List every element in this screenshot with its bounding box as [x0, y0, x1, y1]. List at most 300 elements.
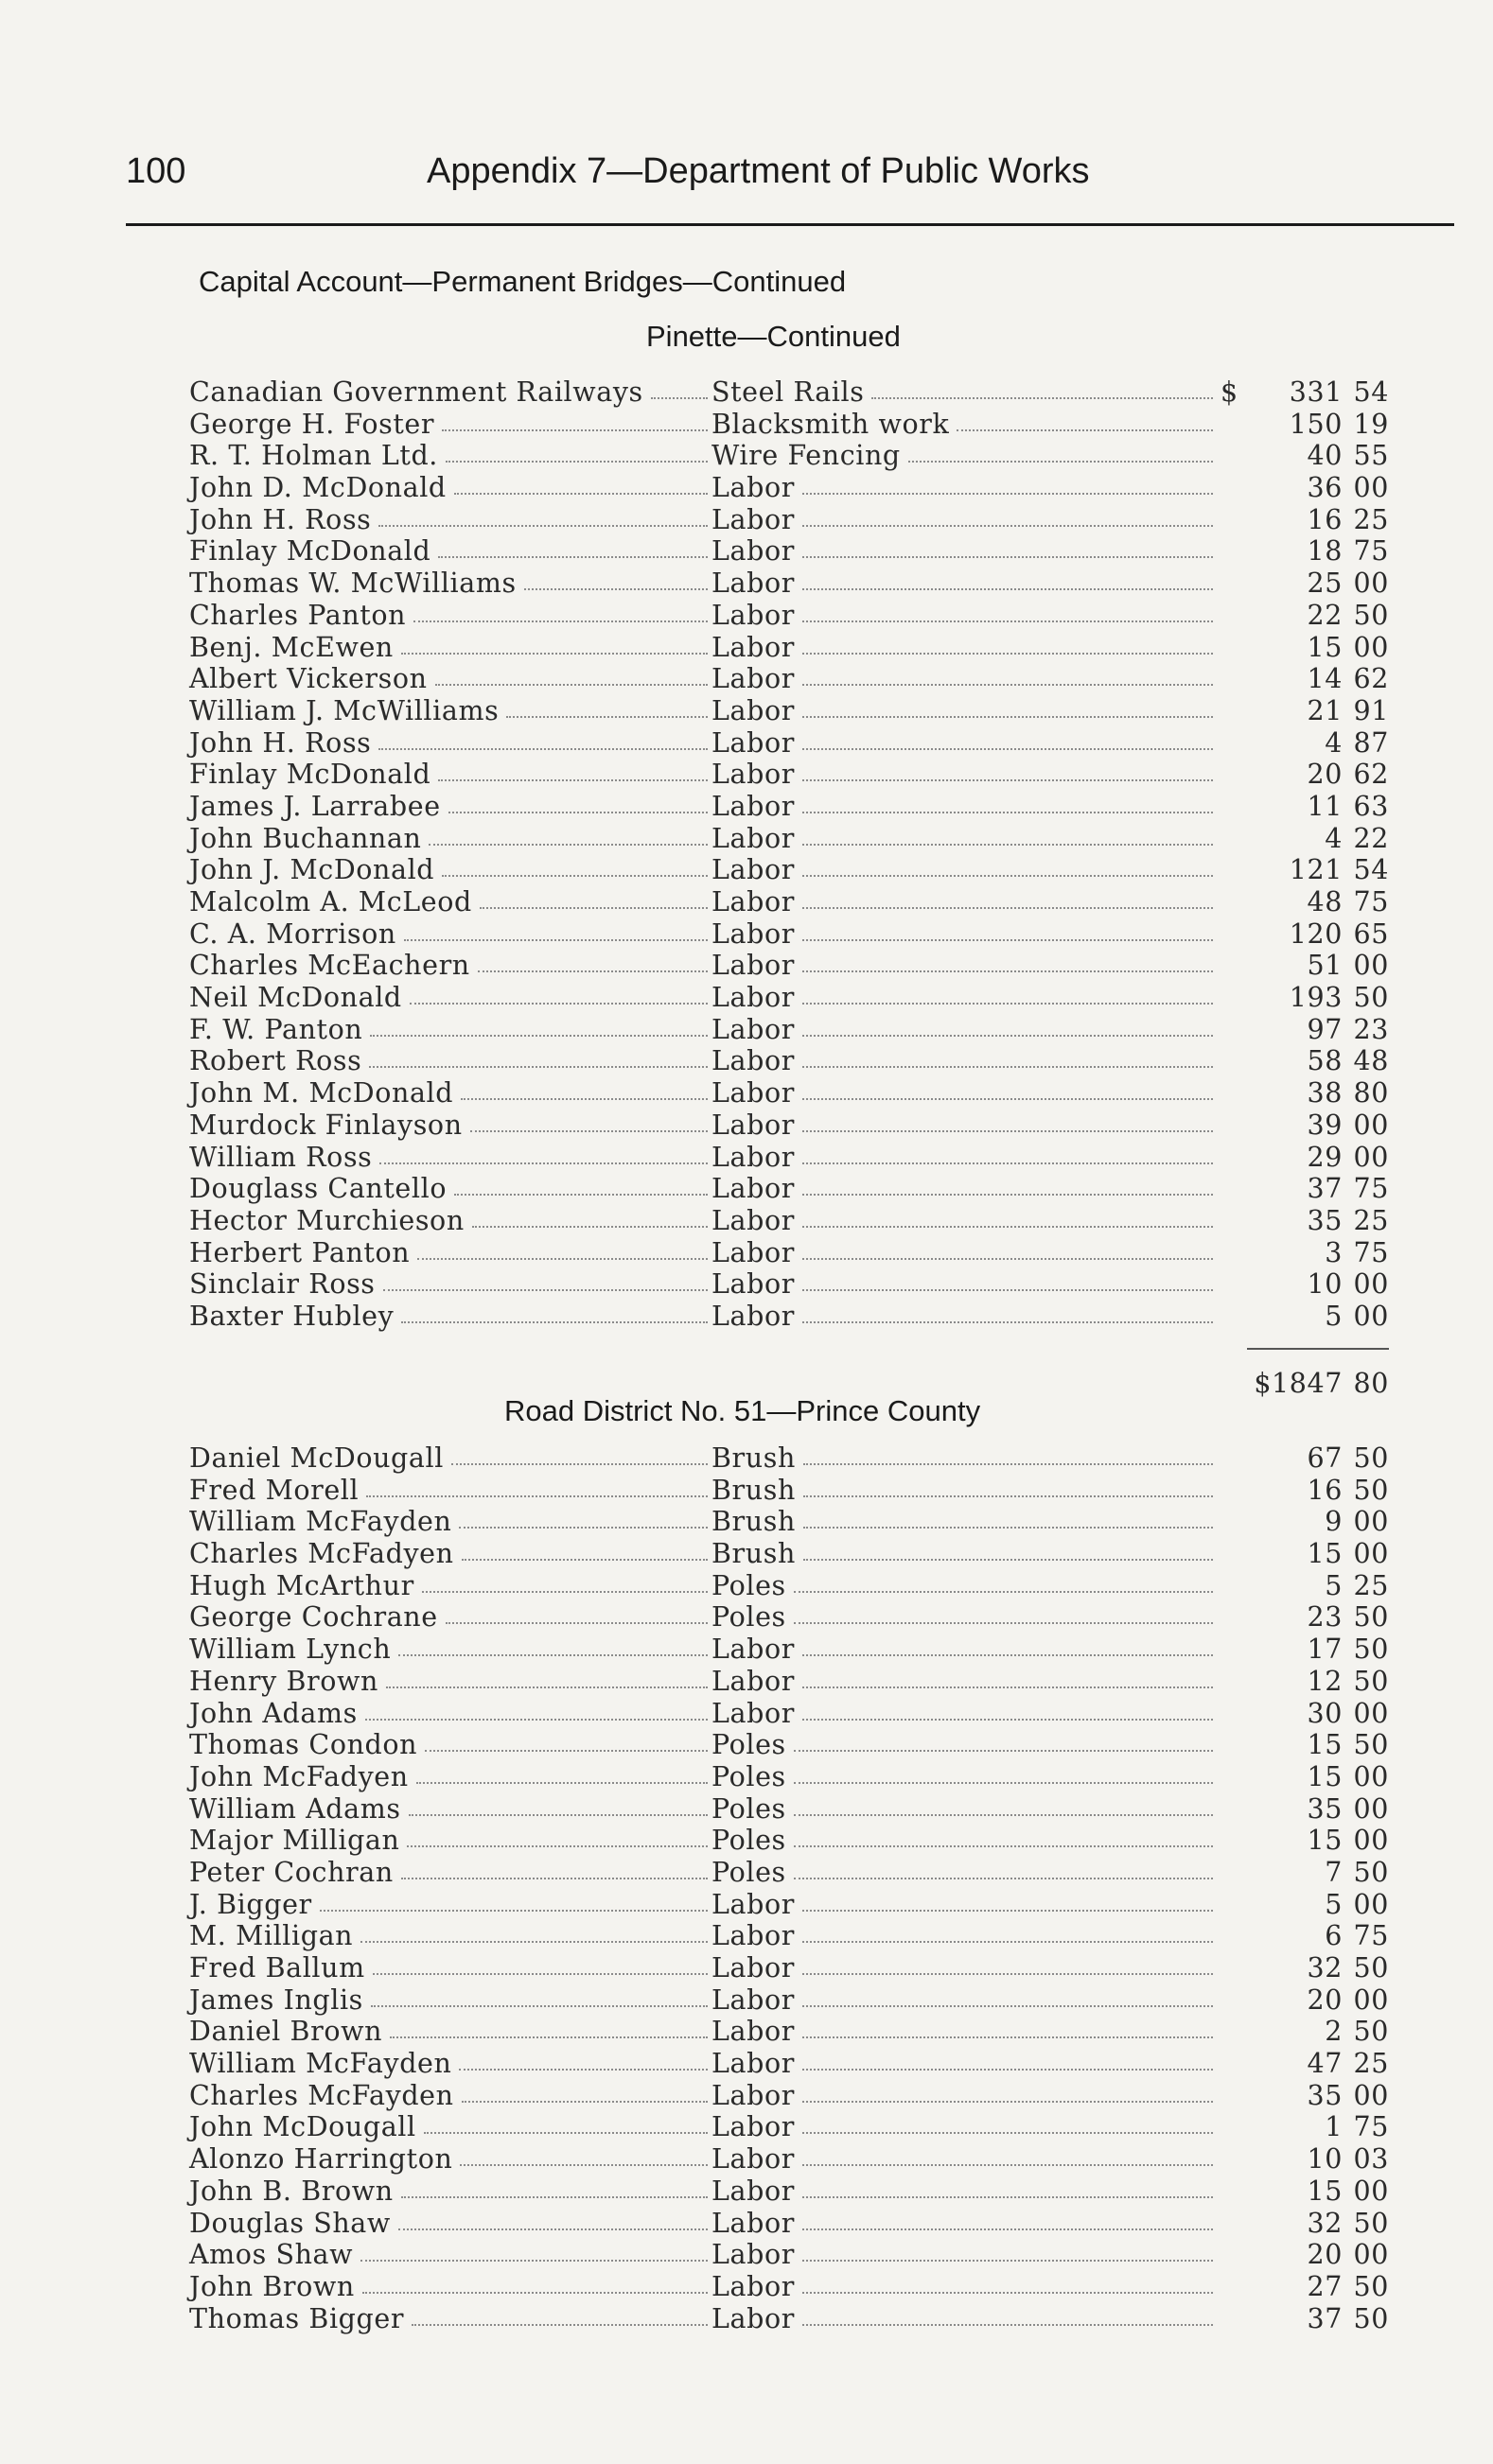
payee-name: John B. Brown [189, 2175, 394, 2207]
table-row [189, 1698, 1389, 1730]
dot-leader [802, 970, 1213, 972]
expense-item: Labor [711, 950, 795, 982]
payee-name: Hector Murchieson [189, 1204, 465, 1236]
amount-dollars: 150 [1289, 408, 1343, 440]
expense-item: Labor [711, 1109, 795, 1141]
amount-dollars: 120 [1289, 917, 1343, 950]
payee-name: John H. Ross [189, 503, 372, 535]
table-row [189, 600, 1389, 632]
table-row [189, 1666, 1389, 1698]
dot-leader [422, 1591, 708, 1593]
payee-name: William McFayden [189, 2048, 452, 2080]
table-row [189, 535, 1389, 568]
payee-name: Malcolm A. McLeod [189, 886, 472, 917]
amount-cents: 55 [1353, 440, 1389, 472]
dot-leader [802, 493, 1213, 495]
payee-name: John Adams [189, 1697, 358, 1729]
table-row [189, 2208, 1389, 2240]
amount-cents: 50 [1353, 1474, 1389, 1506]
table-row [189, 886, 1389, 918]
expense-item: Labor [711, 1665, 795, 1697]
dot-leader [651, 397, 708, 399]
expense-item: Labor [711, 2207, 795, 2239]
dot-leader [957, 429, 1213, 431]
expense-item: Labor [711, 790, 795, 822]
section-heading-road-district: Road District No. 51—Prince County [504, 1394, 981, 1427]
dot-leader [802, 653, 1213, 655]
dot-leader [802, 1258, 1213, 1260]
dot-leader [371, 2005, 708, 2007]
dot-leader [459, 2069, 708, 2071]
expense-item: Poles [711, 1825, 786, 1857]
amount-dollars: 27 [1307, 2270, 1343, 2302]
payee-name: Fred Ballum [189, 1952, 365, 1983]
amount-dollars: 38 [1307, 1077, 1343, 1110]
dot-leader [401, 653, 708, 655]
expense-item: Labor [711, 759, 795, 791]
amount-cents: 22 [1353, 822, 1389, 854]
table-row [189, 2239, 1389, 2271]
payee-name: Daniel McDougall [189, 1442, 444, 1474]
expense-item: Brush [711, 1474, 796, 1506]
expense-item: Brush [711, 1538, 796, 1570]
dot-leader [794, 1591, 1213, 1593]
payee-name: John Brown [189, 2270, 355, 2302]
amount-cents: 50 [1353, 1729, 1389, 1761]
dot-leader [802, 1194, 1213, 1196]
dot-leader [429, 844, 708, 846]
payee-name: John M. McDonald [189, 1077, 454, 1110]
payee-name: Charles McFayden [189, 2079, 454, 2111]
amount-cents: 00 [1353, 1825, 1389, 1857]
dot-leader [802, 812, 1213, 813]
table-row [189, 1014, 1389, 1046]
amount-dollars: 9 [1325, 1506, 1343, 1538]
amount-dollars: 7 [1325, 1856, 1343, 1888]
expense-item: Labor [711, 1204, 795, 1236]
payee-name: John J. McDonald [189, 854, 435, 886]
table-row [189, 1442, 1389, 1475]
amount-cents: 00 [1353, 1300, 1389, 1332]
dot-leader [802, 939, 1213, 941]
dot-leader [360, 2260, 708, 2262]
amount-dollars: 1 [1325, 2111, 1343, 2143]
payee-name: William Lynch [189, 1634, 392, 1666]
amount-cents: 75 [1353, 886, 1389, 917]
amount-dollars: 16 [1307, 503, 1343, 535]
payee-name: Thomas Condon [189, 1729, 418, 1761]
table-row [189, 409, 1389, 441]
dot-leader [802, 2324, 1213, 2326]
amount-cents: 54 [1353, 376, 1389, 408]
amount-dollars: 11 [1307, 790, 1343, 822]
amount-cents: 75 [1353, 2111, 1389, 2143]
dot-leader [908, 461, 1213, 463]
amount-cents: 50 [1353, 1634, 1389, 1666]
table-row [189, 1857, 1389, 1889]
payee-name: Albert Vickerson [189, 663, 428, 695]
dot-leader [480, 907, 708, 909]
payee-name: John McFadyen [189, 1760, 409, 1792]
table-row [189, 1952, 1389, 1984]
dot-leader [802, 2228, 1213, 2230]
amount-dollars: 21 [1307, 694, 1343, 726]
payee-name: Finlay McDonald [189, 759, 431, 791]
dot-leader [802, 1321, 1213, 1323]
expense-item: Labor [711, 2175, 795, 2207]
amount-dollars: 35 [1307, 1204, 1343, 1236]
amount-cents: 25 [1353, 503, 1389, 535]
payee-name: F. W. Panton [189, 1013, 363, 1045]
table-row [189, 854, 1389, 886]
expense-item: Labor [711, 2048, 795, 2080]
expense-item: Poles [711, 1760, 786, 1792]
page-number: 100 [126, 151, 186, 191]
amount-dollars: 10 [1307, 2143, 1343, 2176]
expense-item: Labor [711, 854, 795, 886]
amount-dollars: 17 [1307, 1634, 1343, 1666]
dot-leader [802, 1654, 1213, 1656]
dot-leader [802, 2164, 1213, 2166]
dot-leader [407, 1845, 708, 1847]
expense-item: Labor [711, 2239, 795, 2271]
amount-cents: 75 [1353, 1236, 1389, 1268]
dot-leader [803, 1495, 1213, 1497]
amount-dollars: 39 [1307, 1109, 1343, 1141]
table-row [189, 1110, 1389, 1142]
dot-leader [398, 2228, 708, 2230]
payee-name: Robert Ross [189, 1045, 362, 1077]
amount-dollars: 2 [1325, 2016, 1343, 2048]
dot-leader [462, 2101, 708, 2103]
amount-cents: 50 [1353, 2270, 1389, 2302]
dot-leader [413, 620, 708, 622]
dot-leader [390, 2036, 708, 2038]
dot-leader [435, 684, 708, 686]
expense-item: Poles [711, 1856, 786, 1888]
payee-name: Peter Cochran [189, 1856, 394, 1888]
expense-item: Labor [711, 822, 795, 854]
table-row [189, 759, 1389, 791]
table-row [189, 632, 1389, 664]
amount-dollars: 35 [1307, 2079, 1343, 2111]
amount-dollars: 3 [1325, 1236, 1343, 1268]
amount-cents: 00 [1353, 568, 1389, 600]
dot-leader [802, 779, 1213, 781]
payee-name: John McDougall [189, 2111, 416, 2143]
dot-leader [802, 1719, 1213, 1721]
table-row [189, 918, 1389, 951]
expense-item: Labor [711, 568, 795, 600]
section-heading: Capital Account—Permanent Bridges—Continued [199, 265, 847, 298]
dot-leader [794, 1782, 1213, 1784]
dot-leader [802, 1035, 1213, 1037]
expense-item: Labor [711, 886, 795, 917]
dot-leader [871, 397, 1213, 399]
total-dollars: $1847 [1254, 1368, 1343, 1399]
table-row [189, 1729, 1389, 1761]
dot-leader [454, 493, 708, 495]
payee-name: Hugh McArthur [189, 1569, 414, 1601]
amount-cents: 00 [1353, 950, 1389, 982]
expense-item: Labor [711, 1888, 795, 1920]
amount-dollars: 20 [1307, 759, 1343, 791]
amount-dollars: 16 [1307, 1474, 1343, 1506]
dot-leader [794, 1878, 1213, 1879]
dot-leader [803, 1527, 1213, 1529]
amount-dollars: 51 [1307, 950, 1343, 982]
expense-item: Labor [711, 1634, 795, 1666]
expense-item: Labor [711, 631, 795, 663]
amount-cents: 00 [1353, 472, 1389, 504]
amount-cents: 50 [1353, 2016, 1389, 2048]
currency-symbol: $ [1221, 376, 1238, 408]
expense-item: Labor [711, 2302, 795, 2334]
amount-dollars: 5 [1325, 1300, 1343, 1332]
expense-item: Labor [711, 2079, 795, 2111]
dot-leader [383, 1289, 708, 1291]
dot-leader [524, 588, 708, 590]
expense-item: Labor [711, 1045, 795, 1077]
dot-leader [438, 556, 708, 558]
expense-item: Labor [711, 1920, 795, 1952]
dot-leader [366, 1495, 708, 1497]
dot-leader [802, 2005, 1213, 2007]
table-row [189, 1301, 1389, 1333]
payee-name: Douglass Cantello [189, 1173, 448, 1205]
amount-dollars: 15 [1307, 1825, 1343, 1857]
amount-cents: 75 [1353, 535, 1389, 568]
amount-dollars: 67 [1307, 1442, 1343, 1474]
amount-dollars: 20 [1307, 2239, 1343, 2271]
dot-leader [451, 1463, 708, 1465]
expense-item: Labor [711, 982, 795, 1014]
payee-name: Alonzo Harrington [189, 2143, 453, 2176]
section-total [1230, 1368, 1389, 1400]
dot-leader [472, 1226, 708, 1228]
dot-leader [802, 620, 1213, 622]
dot-leader [794, 1814, 1213, 1816]
expense-item: Steel Rails [711, 376, 865, 408]
amount-cents: 00 [1353, 1792, 1389, 1825]
payee-name: William McFayden [189, 1506, 452, 1538]
amount-cents: 50 [1353, 2302, 1389, 2334]
amount-cents: 00 [1353, 2175, 1389, 2207]
table-row [189, 2303, 1389, 2335]
payee-name: Thomas Bigger [189, 2302, 405, 2334]
dot-leader [362, 2292, 708, 2294]
table-row [189, 2111, 1389, 2143]
amount-cents: 00 [1353, 1697, 1389, 1729]
payee-name: George H. Foster [189, 408, 435, 440]
payee-name: Charles McEachern [189, 950, 470, 982]
amount-dollars: 15 [1307, 631, 1343, 663]
dot-leader [425, 1750, 708, 1752]
table-row [189, 791, 1389, 823]
expense-item: Labor [711, 472, 795, 504]
amount-dollars: 331 [1289, 376, 1343, 408]
amount-dollars: 15 [1307, 2175, 1343, 2207]
table-row [189, 2016, 1389, 2048]
table-row [189, 982, 1389, 1014]
expense-item: Labor [711, 1077, 795, 1110]
dot-leader [802, 1066, 1213, 1068]
amount-cents: 00 [1353, 1983, 1389, 2016]
table-row [189, 1984, 1389, 2017]
amount-cents: 63 [1353, 790, 1389, 822]
dot-leader [404, 939, 708, 941]
table-row [189, 1761, 1389, 1793]
table-row [189, 504, 1389, 536]
dot-leader [802, 1910, 1213, 1912]
dot-leader [442, 875, 708, 877]
amount-cents: 65 [1353, 917, 1389, 950]
amount-dollars: 97 [1307, 1013, 1343, 1045]
dot-leader [478, 970, 708, 972]
amount-dollars: 35 [1307, 1792, 1343, 1825]
payee-name: George Cochrane [189, 1601, 438, 1634]
table-row [189, 1237, 1389, 1269]
expense-item: Brush [711, 1506, 796, 1538]
dot-leader [802, 1686, 1213, 1688]
amount-cents: 62 [1353, 663, 1389, 695]
dot-leader [802, 748, 1213, 750]
payee-name: John Buchannan [189, 822, 422, 854]
amount-dollars: 10 [1307, 1268, 1343, 1301]
amount-cents: 91 [1353, 694, 1389, 726]
amount-dollars: 40 [1307, 440, 1343, 472]
amount-cents: 48 [1353, 1045, 1389, 1077]
dot-leader [794, 1622, 1213, 1624]
dot-leader [802, 2069, 1213, 2071]
amount-cents: 75 [1353, 1173, 1389, 1205]
expense-item: Poles [711, 1792, 786, 1825]
dot-leader [412, 2324, 708, 2326]
amount-cents: 50 [1353, 1856, 1389, 1888]
table-row [189, 695, 1389, 727]
dot-leader [459, 1527, 708, 1529]
table-row [189, 2271, 1389, 2303]
expense-item: Labor [711, 2143, 795, 2176]
payee-name: Baxter Hubley [189, 1300, 395, 1332]
expense-item: Poles [711, 1601, 786, 1634]
dot-leader [365, 1719, 708, 1721]
page-header [126, 151, 1450, 208]
payee-name: Sinclair Ross [189, 1268, 376, 1301]
payee-name: Benj. McEwen [189, 631, 394, 663]
dot-leader [446, 1622, 708, 1624]
amount-dollars: 15 [1307, 1760, 1343, 1792]
table-row [189, 1825, 1389, 1857]
expense-item: Labor [711, 917, 795, 950]
amount-dollars: 5 [1325, 1888, 1343, 1920]
amount-cents: 50 [1353, 1665, 1389, 1697]
expense-item: Labor [711, 1268, 795, 1301]
table-row [189, 663, 1389, 695]
amount-dollars: 4 [1325, 726, 1343, 759]
table-row [189, 1142, 1389, 1174]
dot-leader [802, 1289, 1213, 1291]
table-row [189, 1920, 1389, 1952]
expense-item: Labor [711, 535, 795, 568]
dot-leader [401, 1321, 708, 1323]
amount-dollars: 20 [1307, 1983, 1343, 2016]
amount-cents: 03 [1353, 2143, 1389, 2176]
expense-item: Labor [711, 1236, 795, 1268]
dot-leader [802, 2101, 1213, 2103]
dot-leader [802, 1003, 1213, 1005]
dot-leader [802, 525, 1213, 527]
amount-cents: 54 [1353, 854, 1389, 886]
header-rule [126, 223, 1454, 226]
expense-item: Labor [711, 2111, 795, 2143]
table-row [189, 2048, 1389, 2080]
dot-leader [802, 1098, 1213, 1100]
dot-leader [446, 461, 708, 463]
dot-leader [379, 1162, 708, 1164]
section-subheading: Pinette—Continued [646, 320, 901, 353]
payee-name: Henry Brown [189, 1665, 378, 1697]
payee-name: Major Milligan [189, 1825, 400, 1857]
table-row [189, 1506, 1389, 1538]
dot-leader [794, 1845, 1213, 1847]
dot-leader [378, 525, 708, 527]
payee-name: John D. McDonald [189, 472, 447, 504]
payee-name: Daniel Brown [189, 2016, 383, 2048]
amount-cents: 00 [1353, 1109, 1389, 1141]
dot-leader [470, 1130, 708, 1132]
amount-cents: 50 [1353, 1952, 1389, 1983]
amount-cents: 00 [1353, 1268, 1389, 1301]
payee-name: William J. McWilliams [189, 694, 500, 726]
expense-item: Wire Fencing [711, 440, 901, 472]
table-row [189, 2143, 1389, 2176]
amount-cents: 87 [1353, 726, 1389, 759]
payee-name: Charles Panton [189, 599, 407, 631]
dot-leader [802, 907, 1213, 909]
amount-cents: 00 [1353, 1888, 1389, 1920]
amount-cents: 75 [1353, 1920, 1389, 1952]
payee-name: James Inglis [189, 1983, 363, 2016]
dot-leader [410, 1003, 708, 1005]
expense-item: Labor [711, 503, 795, 535]
amount-dollars: 29 [1307, 1141, 1343, 1173]
payee-name: J. Bigger [189, 1888, 312, 1920]
amount-cents: 00 [1353, 2079, 1389, 2111]
expense-item: Labor [711, 1173, 795, 1205]
payee-name: Murdock Finlayson [189, 1109, 463, 1141]
amount-dollars: 47 [1307, 2048, 1343, 2080]
table-row [189, 1077, 1389, 1110]
amount-dollars: 25 [1307, 568, 1343, 600]
dot-leader [417, 1258, 708, 1260]
table-row [189, 1268, 1389, 1301]
table-row [189, 568, 1389, 600]
amount-dollars: 36 [1307, 472, 1343, 504]
dot-leader [802, 1226, 1213, 1228]
amount-dollars: 15 [1307, 1538, 1343, 1570]
amount-dollars: 37 [1307, 2302, 1343, 2334]
dot-leader [373, 1973, 708, 1975]
expense-item: Poles [711, 1569, 786, 1601]
amount-dollars: 6 [1325, 1920, 1343, 1952]
amount-cents: 00 [1353, 631, 1389, 663]
dot-leader [416, 1782, 708, 1784]
amount-cents: 62 [1353, 759, 1389, 791]
dot-leader [802, 2036, 1213, 2038]
expense-item: Labor [711, 599, 795, 631]
amount-cents: 80 [1353, 1077, 1389, 1110]
